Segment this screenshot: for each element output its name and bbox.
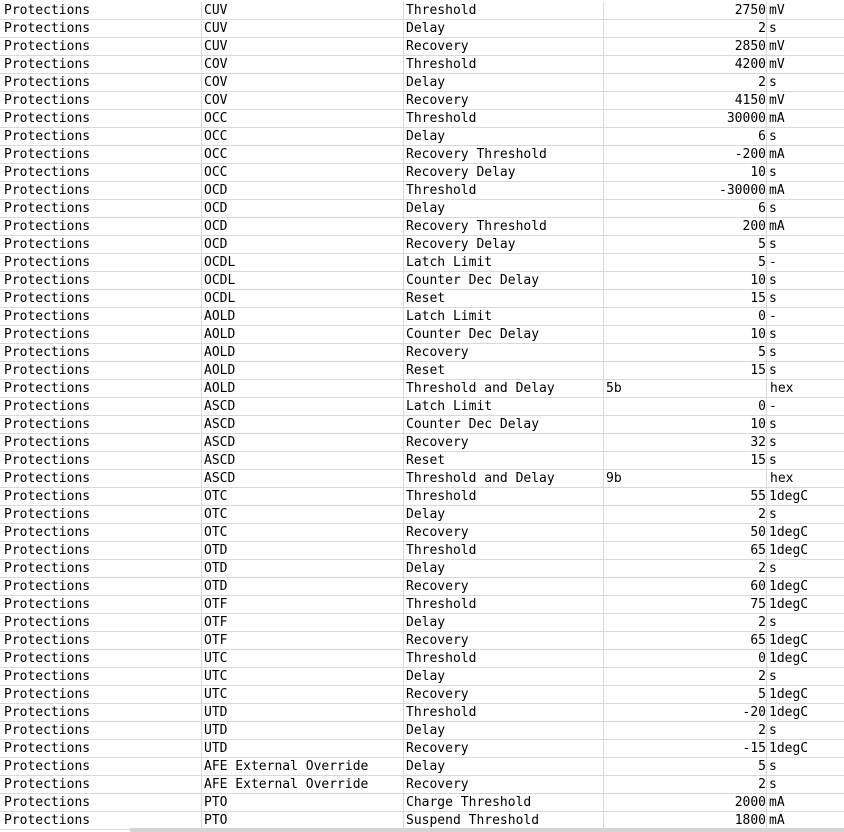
cell-parameter[interactable]: Recovery (404, 776, 604, 793)
cell-unit[interactable]: s (769, 237, 777, 252)
spreadsheet-grid (0, 2, 844, 830)
cell-group[interactable]: OCD (202, 218, 404, 235)
cell-value[interactable]: 2 (604, 20, 767, 37)
cell-parameter[interactable]: Threshold (404, 650, 604, 667)
cell-category[interactable]: Protections (0, 398, 202, 415)
cell-parameter[interactable]: Latch Limit (404, 254, 604, 271)
cell-unit[interactable]: 1degC (769, 741, 809, 756)
cell-parameter[interactable]: Delay (404, 74, 604, 91)
cell-category[interactable]: Protections (0, 740, 202, 757)
cell-unit[interactable]: s (769, 507, 777, 522)
cell-parameter[interactable]: Delay (404, 668, 604, 685)
cell-value[interactable]: 4200 (604, 56, 767, 73)
cell-group[interactable]: CUV (202, 38, 404, 55)
cell-unit[interactable]: s (769, 435, 777, 450)
table-row (0, 722, 844, 740)
cell-unit[interactable]: mV (769, 3, 785, 18)
cell-group[interactable]: OCD (202, 200, 404, 217)
cell-group[interactable]: AFE External Override (202, 758, 404, 775)
cell-unit[interactable]: mA (769, 813, 785, 828)
cell-parameter[interactable]: Threshold (404, 488, 604, 505)
cell-value[interactable]: 15 (604, 452, 767, 469)
table-row (0, 200, 844, 218)
cell-parameter[interactable]: Recovery (404, 92, 604, 109)
cell-group[interactable]: UTD (202, 740, 404, 757)
cell-category[interactable]: Protections (0, 560, 202, 577)
cell-parameter[interactable]: Threshold and Delay (404, 380, 604, 397)
cell-group[interactable]: COV (202, 56, 404, 73)
cell-value[interactable]: 65 (604, 632, 767, 649)
cell-category[interactable]: Protections (0, 524, 202, 541)
cell-unit[interactable]: 1degC (769, 633, 809, 648)
cell-group[interactable]: OTF (202, 632, 404, 649)
cell-category[interactable]: Protections (0, 128, 202, 145)
cell-parameter[interactable]: Threshold (404, 182, 604, 199)
cell-value[interactable]: 2 (604, 506, 767, 523)
cell-value[interactable]: 2 (604, 614, 767, 631)
cell-value[interactable]: -15 (604, 740, 767, 757)
cell-unit[interactable]: 1degC (769, 687, 809, 702)
cell-parameter[interactable]: Recovery (404, 38, 604, 55)
cell-parameter[interactable]: Threshold (404, 56, 604, 73)
cell-group[interactable]: UTC (202, 686, 404, 703)
cell-category[interactable]: Protections (0, 290, 202, 307)
cell-unit[interactable]: s (769, 201, 777, 216)
table-row (0, 20, 844, 38)
cell-unit[interactable]: s (769, 417, 777, 432)
cell-unit[interactable]: s (769, 21, 777, 36)
table-row (0, 650, 844, 668)
cell-group[interactable]: OTF (202, 614, 404, 631)
cell-unit[interactable]: - (769, 399, 777, 414)
cell-unit[interactable]: mA (769, 183, 785, 198)
cell-category[interactable]: Protections (0, 182, 202, 199)
table-row (0, 542, 844, 560)
cell-group[interactable]: UTC (202, 668, 404, 685)
table-row (0, 452, 844, 470)
cell-value[interactable]: 6 (604, 200, 767, 217)
cell-unit[interactable]: s (769, 759, 777, 774)
table-row (0, 740, 844, 758)
cell-category[interactable]: Protections (0, 2, 202, 19)
table-row (0, 110, 844, 128)
cell-parameter[interactable]: Threshold (404, 704, 604, 721)
cell-parameter[interactable]: Threshold (404, 110, 604, 127)
cell-group[interactable]: OTD (202, 578, 404, 595)
table-row (0, 416, 844, 434)
cell-group[interactable]: OTD (202, 560, 404, 577)
cell-group[interactable]: OCC (202, 110, 404, 127)
cell-parameter[interactable]: Latch Limit (404, 308, 604, 325)
cell-category[interactable]: Protections (0, 704, 202, 721)
cell-group[interactable]: AOLD (202, 308, 404, 325)
cell-value[interactable]: 32 (604, 434, 767, 451)
cell-value[interactable]: 55 (604, 488, 767, 505)
cell-unit[interactable]: s (769, 453, 777, 468)
cell-category[interactable]: Protections (0, 326, 202, 343)
cell-parameter[interactable]: Recovery Threshold (404, 218, 604, 235)
cell-unit[interactable]: mV (769, 57, 785, 72)
table-row (0, 704, 844, 722)
table-row (0, 488, 844, 506)
cell-value[interactable]: 10 (604, 326, 767, 343)
cell-category[interactable]: Protections (0, 596, 202, 613)
cell-value[interactable]: 10 (604, 416, 767, 433)
cell-parameter[interactable]: Latch Limit (404, 398, 604, 415)
cell-group[interactable]: OTC (202, 524, 404, 541)
cell-value[interactable]: 2 (604, 560, 767, 577)
cell-category[interactable]: Protections (0, 488, 202, 505)
table-row (0, 614, 844, 632)
cell-category[interactable]: Protections (0, 56, 202, 73)
cell-parameter[interactable]: Delay (404, 560, 604, 577)
cell-parameter[interactable]: Recovery (404, 524, 604, 541)
cell-unit[interactable]: 1degC (769, 489, 809, 504)
cell-category[interactable]: Protections (0, 38, 202, 55)
cell-group[interactable]: PTO (202, 812, 404, 829)
table-row (0, 506, 844, 524)
cell-value[interactable]: 60 (604, 578, 767, 595)
cell-parameter[interactable]: Threshold (404, 542, 604, 559)
cell-parameter[interactable]: Threshold and Delay (404, 470, 604, 487)
cell-value[interactable]: 200 (604, 218, 767, 235)
table-row (0, 128, 844, 146)
table-row (0, 668, 844, 686)
cell-value[interactable]: 2 (604, 74, 767, 91)
cell-category[interactable]: Protections (0, 452, 202, 469)
cell-category[interactable]: Protections (0, 812, 202, 829)
cell-unit[interactable]: 1degC (769, 705, 809, 720)
cell-parameter[interactable]: Recovery (404, 686, 604, 703)
cell-group[interactable]: OCDL (202, 290, 404, 307)
table-row (0, 290, 844, 308)
cell-value[interactable]: 75 (604, 596, 767, 613)
table-row (0, 560, 844, 578)
cell-group[interactable]: COV (202, 74, 404, 91)
cell-parameter[interactable]: Threshold (404, 2, 604, 19)
cell-category[interactable]: Protections (0, 758, 202, 775)
cell-parameter[interactable]: Counter Dec Delay (404, 416, 604, 433)
cell-group[interactable]: AOLD (202, 344, 404, 361)
table-row (0, 146, 844, 164)
cell-unit[interactable]: s (769, 669, 777, 684)
cell-value[interactable]: 30000 (604, 110, 767, 127)
table-row (0, 758, 844, 776)
cell-parameter[interactable]: Suspend Threshold (404, 812, 604, 829)
cell-group[interactable]: PTO (202, 794, 404, 811)
cell-category[interactable]: Protections (0, 344, 202, 361)
cell-parameter[interactable]: Delay (404, 614, 604, 631)
cell-category[interactable]: Protections (0, 200, 202, 217)
cell-unit[interactable]: s (769, 345, 777, 360)
cell-category[interactable]: Protections (0, 380, 202, 397)
cell-unit[interactable]: 1degC (769, 651, 809, 666)
cell-value[interactable]: 4150 (604, 92, 767, 109)
table-row (0, 218, 844, 236)
cell-category[interactable]: Protections (0, 362, 202, 379)
cell-value[interactable]: 2000 (604, 794, 767, 811)
cell-category[interactable]: Protections (0, 614, 202, 631)
cell-group[interactable]: OCC (202, 128, 404, 145)
cell-value[interactable]: 5 (604, 344, 767, 361)
cell-category[interactable]: Protections (0, 146, 202, 163)
cell-group[interactable]: OCC (202, 146, 404, 163)
cell-group[interactable]: AOLD (202, 380, 404, 397)
cell-value[interactable]: -30000 (604, 182, 767, 199)
table-row (0, 434, 844, 452)
cell-parameter[interactable]: Delay (404, 20, 604, 37)
cell-category[interactable]: Protections (0, 434, 202, 451)
cell-unit[interactable]: mA (769, 795, 785, 810)
cell-value[interactable]: 0 (604, 398, 767, 415)
cell-group[interactable]: AFE External Override (202, 776, 404, 793)
cell-unit[interactable]: s (769, 273, 777, 288)
cell-value[interactable]: 5 (604, 686, 767, 703)
table-row (0, 362, 844, 380)
cell-unit[interactable]: mA (769, 147, 785, 162)
cell-group[interactable]: OTD (202, 542, 404, 559)
cell-parameter[interactable]: Counter Dec Delay (404, 326, 604, 343)
cell-unit[interactable]: - (769, 255, 777, 270)
cell-unit[interactable]: s (769, 777, 777, 792)
cell-category[interactable]: Protections (0, 578, 202, 595)
cell-unit[interactable]: hex (770, 381, 794, 396)
table-row (0, 56, 844, 74)
cell-group[interactable]: UTD (202, 704, 404, 721)
table-row (0, 38, 844, 56)
cell-parameter[interactable]: Recovery (404, 578, 604, 595)
cell-value[interactable]: 15 (604, 362, 767, 379)
cell-parameter[interactable]: Reset (404, 362, 604, 379)
cell-unit[interactable]: s (769, 561, 777, 576)
cell-parameter[interactable]: Delay (404, 506, 604, 523)
cell-parameter[interactable]: Recovery (404, 434, 604, 451)
cell-group[interactable]: OCD (202, 182, 404, 199)
cell-value[interactable]: 10 (604, 164, 767, 181)
cell-value[interactable]: 0 (604, 308, 767, 325)
table-row (0, 632, 844, 650)
cell-unit[interactable]: mA (769, 219, 785, 234)
table-row (0, 470, 844, 488)
cell-parameter[interactable]: Delay (404, 128, 604, 145)
table-row (0, 236, 844, 254)
table-row (0, 326, 844, 344)
cell-group[interactable]: OTC (202, 506, 404, 523)
cell-category[interactable]: Protections (0, 416, 202, 433)
cell-parameter[interactable]: Reset (404, 290, 604, 307)
cell-unit[interactable]: s (769, 75, 777, 90)
cell-value[interactable]: 65 (604, 542, 767, 559)
table-row (0, 2, 844, 20)
table-row (0, 164, 844, 182)
cell-category[interactable]: Protections (0, 308, 202, 325)
cell-group[interactable]: OCDL (202, 254, 404, 271)
cell-group[interactable]: ASCD (202, 398, 404, 415)
cell-unit[interactable]: s (769, 327, 777, 342)
cell-group[interactable]: ASCD (202, 434, 404, 451)
cell-unit[interactable]: s (769, 363, 777, 378)
cell-parameter[interactable]: Threshold (404, 596, 604, 613)
cell-group[interactable]: OCDL (202, 272, 404, 289)
cell-group[interactable]: CUV (202, 20, 404, 37)
cell-value[interactable]: 2 (604, 668, 767, 685)
cell-unit[interactable]: mV (769, 93, 785, 108)
cell-value[interactable]: 2750 (604, 2, 767, 19)
cell-value[interactable]: 5 (604, 758, 767, 775)
cell-group[interactable]: OCD (202, 236, 404, 253)
cell-category[interactable]: Protections (0, 254, 202, 271)
cell-value[interactable]: 15 (604, 290, 767, 307)
cell-category[interactable]: Protections (0, 470, 202, 487)
cell-parameter[interactable]: Recovery Delay (404, 236, 604, 253)
cell-unit[interactable]: s (769, 165, 777, 180)
cell-parameter[interactable]: Delay (404, 200, 604, 217)
cell-category[interactable]: Protections (0, 794, 202, 811)
cell-parameter[interactable]: Recovery (404, 740, 604, 757)
cell-unit[interactable]: - (769, 309, 777, 324)
cell-category[interactable]: Protections (0, 110, 202, 127)
table-row (0, 254, 844, 272)
cell-value[interactable]: 5 (604, 254, 767, 271)
table-row (0, 308, 844, 326)
cell-group[interactable]: UTD (202, 722, 404, 739)
table-row (0, 380, 844, 398)
cell-category[interactable]: Protections (0, 668, 202, 685)
horizontal-scrollbar[interactable] (130, 828, 844, 832)
cell-parameter[interactable]: Delay (404, 758, 604, 775)
cell-value[interactable]: 5 (604, 236, 767, 253)
table-row (0, 344, 844, 362)
table-row (0, 578, 844, 596)
cell-category[interactable]: Protections (0, 506, 202, 523)
table-row (0, 92, 844, 110)
cell-parameter[interactable]: Delay (404, 722, 604, 739)
cell-unit[interactable]: s (769, 129, 777, 144)
cell-category[interactable]: Protections (0, 542, 202, 559)
cell-category[interactable]: Protections (0, 650, 202, 667)
cell-group[interactable]: OTF (202, 596, 404, 613)
table-row (0, 686, 844, 704)
cell-parameter[interactable]: Counter Dec Delay (404, 272, 604, 289)
cell-category[interactable]: Protections (0, 20, 202, 37)
cell-unit[interactable]: s (769, 615, 777, 630)
table-row (0, 776, 844, 794)
table-row (0, 272, 844, 290)
cell-value[interactable]: 0 (604, 650, 767, 667)
cell-group[interactable]: AOLD (202, 362, 404, 379)
cell-value[interactable]: 50 (604, 524, 767, 541)
cell-category[interactable]: Protections (0, 722, 202, 739)
cell-unit[interactable]: 1degC (769, 597, 809, 612)
cell-value[interactable]: 2 (604, 776, 767, 793)
cell-value[interactable]: 2850 (604, 38, 767, 55)
cell-group[interactable]: COV (202, 92, 404, 109)
cell-value[interactable]: 1800 (604, 812, 767, 829)
cell-category[interactable]: Protections (0, 236, 202, 253)
cell-category[interactable]: Protections (0, 632, 202, 649)
cell-value[interactable]: 6 (604, 128, 767, 145)
table-row (0, 182, 844, 200)
cell-unit[interactable]: s (769, 291, 777, 306)
cell-category[interactable]: Protections (0, 164, 202, 181)
cell-unit[interactable]: s (769, 723, 777, 738)
cell-unit[interactable]: 1degC (769, 543, 809, 558)
table-row (0, 398, 844, 416)
cell-group[interactable]: CUV (202, 2, 404, 19)
cell-value[interactable]: -20 (604, 704, 767, 721)
cell-group[interactable]: ASCD (202, 416, 404, 433)
cell-group[interactable]: UTC (202, 650, 404, 667)
cell-value[interactable]: -200 (604, 146, 767, 163)
cell-unit[interactable]: mV (769, 39, 785, 54)
cell-value[interactable]: 5b (604, 380, 767, 397)
cell-unit[interactable]: 1degC (769, 525, 809, 540)
cell-group[interactable]: ASCD (202, 470, 404, 487)
cell-category[interactable]: Protections (0, 776, 202, 793)
cell-parameter[interactable]: Charge Threshold (404, 794, 604, 811)
cell-category[interactable]: Protections (0, 92, 202, 109)
table-row (0, 524, 844, 542)
cell-parameter[interactable]: Recovery Delay (404, 164, 604, 181)
cell-parameter[interactable]: Recovery (404, 632, 604, 649)
cell-group[interactable]: AOLD (202, 326, 404, 343)
cell-value[interactable]: 2 (604, 722, 767, 739)
cell-value[interactable]: 10 (604, 272, 767, 289)
cell-unit[interactable]: 1degC (769, 579, 809, 594)
cell-group[interactable]: OTC (202, 488, 404, 505)
cell-unit[interactable]: hex (770, 471, 794, 486)
cell-parameter[interactable]: Recovery (404, 344, 604, 361)
cell-parameter[interactable]: Recovery Threshold (404, 146, 604, 163)
table-row (0, 794, 844, 812)
cell-category[interactable]: Protections (0, 686, 202, 703)
cell-group[interactable]: OCC (202, 164, 404, 181)
cell-parameter[interactable]: Reset (404, 452, 604, 469)
cell-category[interactable]: Protections (0, 74, 202, 91)
cell-value[interactable]: 9b (604, 470, 767, 487)
table-row (0, 596, 844, 614)
cell-category[interactable]: Protections (0, 218, 202, 235)
cell-category[interactable]: Protections (0, 272, 202, 289)
cell-unit[interactable]: mA (769, 111, 785, 126)
cell-group[interactable]: ASCD (202, 452, 404, 469)
table-row (0, 74, 844, 92)
